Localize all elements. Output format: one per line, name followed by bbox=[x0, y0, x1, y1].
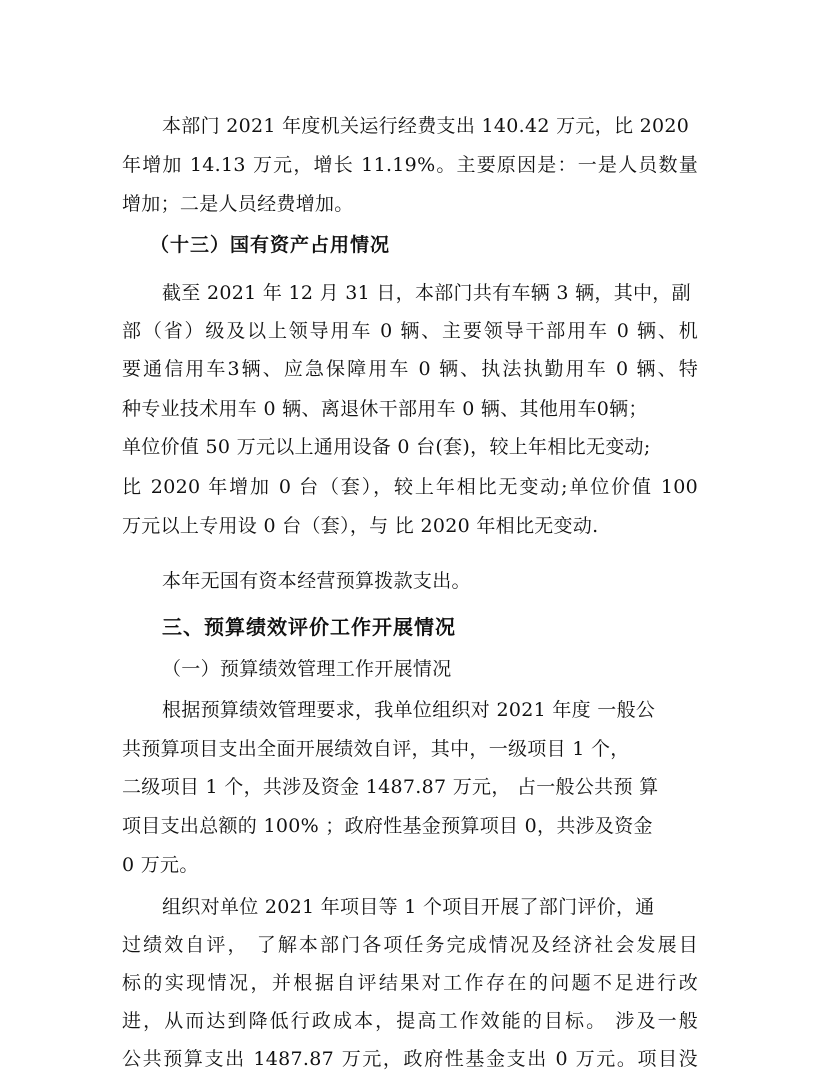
heading-assets: （十三）国有资产占用情况 bbox=[150, 234, 391, 256]
evaluation-line-1: 组织对单位 2021 年项目等 1 个项目开展了部门评价，通 bbox=[162, 896, 655, 918]
assets-line-6: 比 2020 年增加 0 台（套），较上年相比无变动;单位价值 100 bbox=[122, 476, 698, 498]
assets-line-3: 要通信用车3辆、应急保障用车 0 辆、执法执勤用车 0 辆、特 bbox=[122, 358, 698, 380]
expense-line-3: 增加；二是人员经费增加。 bbox=[122, 193, 354, 215]
performance-line-4: 项目支出总额的 100% ；政府性基金预算项目 0，共涉及资金 bbox=[122, 815, 653, 837]
assets-line-2: 部（省）级及以上领导用车 0 辆、主要领导干部用车 0 辆、机 bbox=[122, 320, 698, 342]
capital-paragraph: 本年无国有资本经营预算拨款支出。 bbox=[162, 570, 471, 592]
assets-line-4: 种专业技术用车 0 辆、离退休干部用车 0 辆、其他用车0辆； bbox=[122, 398, 648, 420]
performance-line-5: 0 万元。 bbox=[122, 854, 199, 876]
assets-line-7: 万元以上专用设 0 台（套），与 比 2020 年相比无变动. bbox=[122, 515, 599, 537]
evaluation-line-2: 过绩效自评， 了解本部门各项任务完成情况及经济社会发展目 bbox=[122, 934, 698, 956]
expense-line-1: 本部门 2021 年度机关运行经费支出 140.42 万元，比 2020 bbox=[162, 115, 690, 137]
performance-line-3: 二级项目 1 个，共涉及资金 1487.87 万元， 占一般公共预 算 bbox=[122, 776, 659, 798]
assets-line-5: 单位价值 50 万元以上通用设备 0 台(套)，较上年相比无变动; bbox=[122, 436, 651, 458]
evaluation-line-5: 公共预算支出 1487.87 万元，政府性基金支出 0 万元。项目没 bbox=[122, 1048, 698, 1070]
performance-line-2: 共预算项目支出全面开展绩效自评，其中，一级项目 1 个， bbox=[122, 738, 630, 760]
heading-subsection-1: （一）预算绩效管理工作开展情况 bbox=[162, 658, 452, 680]
expense-line-2: 年增加 14.13 万元，增长 11.19%。主要原因是：一是人员数量 bbox=[122, 154, 698, 176]
evaluation-line-4: 进，从而达到降低行政成本，提高工作效能的目标。 涉及一般 bbox=[122, 1010, 698, 1032]
evaluation-line-3: 标的实现情况，并根据自评结果对工作存在的问题不足进行改 bbox=[122, 972, 698, 994]
assets-line-1: 截至 2021 年 12 月 31 日，本部门共有车辆 3 辆，其中，副 bbox=[162, 282, 691, 304]
heading-section-3: 三、预算绩效评价工作开展情况 bbox=[162, 615, 456, 639]
performance-line-1: 根据预算绩效管理要求，我单位组织对 2021 年度 一般公 bbox=[162, 699, 656, 721]
